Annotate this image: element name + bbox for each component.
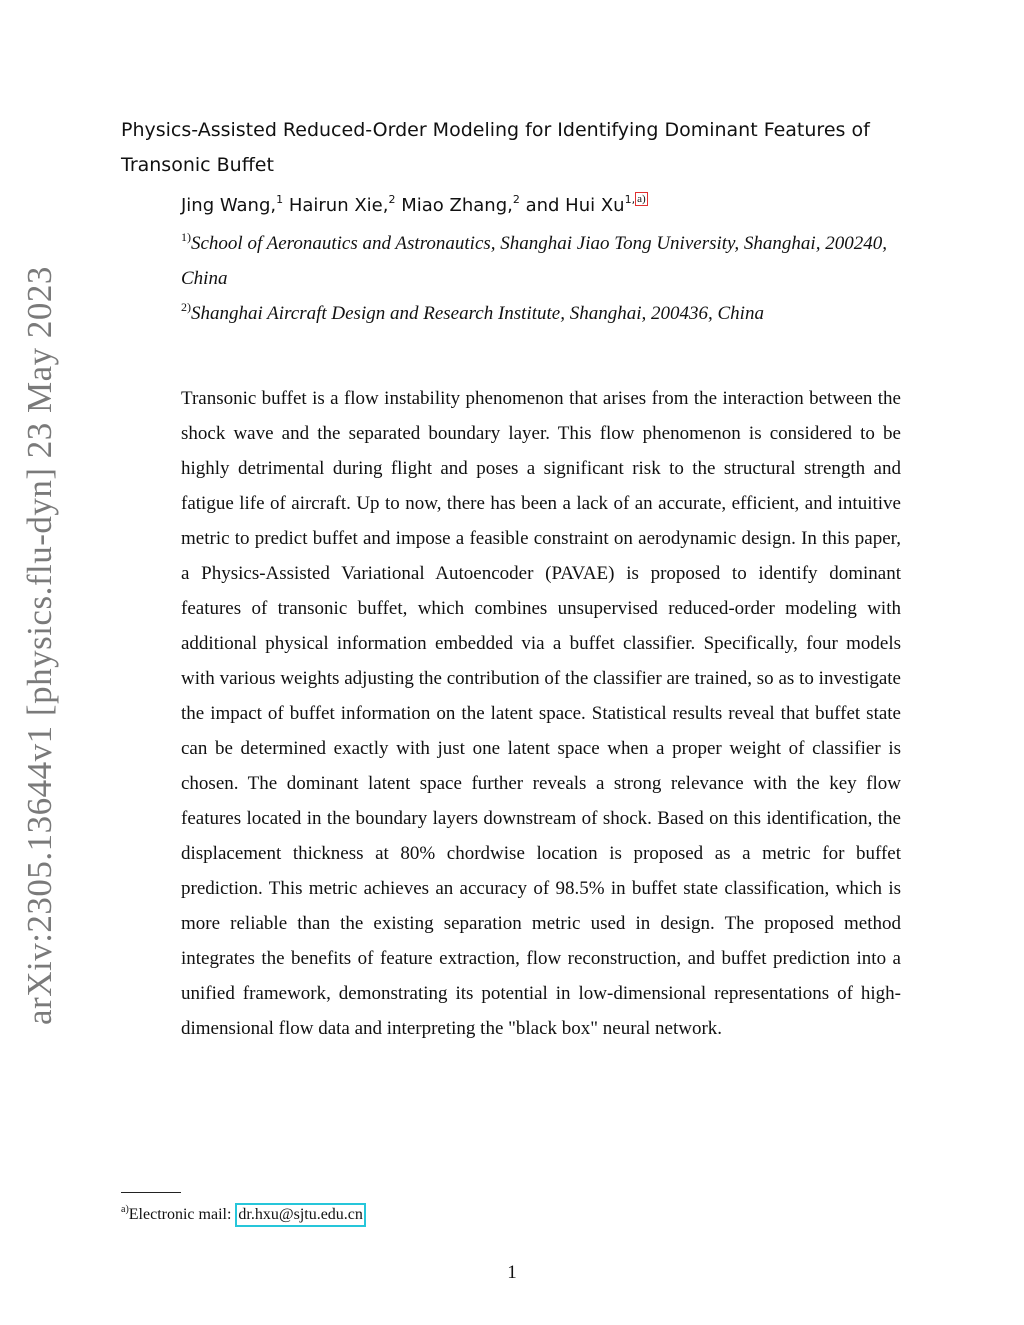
author-name: Jing Wang, — [181, 195, 277, 216]
affiliation-1 — [181, 226, 901, 296]
author-affiliation-mark: 1, — [624, 193, 636, 206]
footnote — [121, 1203, 366, 1227]
author-name: Hairun Xie, — [288, 195, 389, 216]
affiliation-mark: 2) — [181, 300, 191, 314]
author-affiliation-mark: 1 — [276, 193, 284, 206]
corresponding-author-link[interactable]: a) — [637, 193, 646, 205]
abstract: Transonic buffet is a flow instability phenomenon that arises from the interaction between the shock wave and the separated boundary layer. This flow phenomenon is considered to be highly detrimental during flight and poses a significant risk to the structural strength and fatigue life of aircraft. Up to now, there has been a lack of an accurate, efficient, and intuitive metric to predict buffet and impose a feasible constraint on aerodynamic design. In this paper, a Physics-Assisted Variational Autoencoder (PAVAE) is proposed to identify dominant features of transonic buffet, which combines unsupervised reduced-order modeling with additional physical information embedded via a buffet classifier. Specifically, four models with various weights adjusting the contribution of the classifier are trained, so as to investigate the impact of buffet information on the latent space. Statistical results reveal that buffet state can be determined exactly with just one latent space when a proper weight of classifier is chosen. The dominant latent space further reveals a strong relevance with the key flow features located in the boundary layers downstream of shock. Based on this identification, the displacement thickness at 80% chordwise location is proposed as a metric for buffet prediction. This metric achieves an accuracy of 98.5% in buffet state classification, which is more reliable than the existing separation metric used in design. The proposed method integrates the benefits of feature extraction, flow reconstruction, and buffet prediction into a unified framework, demonstrating its potential in low-dimensional representations of high-dimensional flow data and interpreting the "black box" neural network. — [181, 388, 901, 1039]
footnote-mark: a) — [121, 1204, 129, 1215]
affiliation-2 — [181, 296, 901, 331]
page-number: 1 — [507, 1262, 517, 1283]
footnote-divider — [121, 1192, 181, 1193]
author-name: and Hui Xu — [525, 195, 625, 216]
author-name: Miao Zhang, — [401, 195, 513, 216]
affiliation-text: Shanghai Aircraft Design and Research Institute, Shanghai, 200436, China — [191, 303, 764, 324]
author-affiliation-mark: 2 — [512, 193, 520, 206]
footnote-label: Electronic mail: — [128, 1206, 236, 1223]
author-list — [181, 190, 648, 222]
affiliation-text: School of Aeronautics and Astronautics, Shanghai Jiao Tong University, Shanghai, 200240, China — [181, 233, 887, 289]
email-link[interactable]: dr.hxu@sjtu.edu.cn — [235, 1203, 366, 1227]
arxiv-identifier-stamp: arXiv:2305.13644v1 [physics.flu-dyn] 23 May 2023 — [20, 266, 59, 1025]
affiliation-mark: 1) — [181, 230, 191, 244]
paper-title: Physics-Assisted Reduced-Order Modeling for Identifying Dominant Features of Transonic Buffet — [121, 119, 870, 176]
author-affiliation-mark: 2 — [388, 193, 396, 206]
